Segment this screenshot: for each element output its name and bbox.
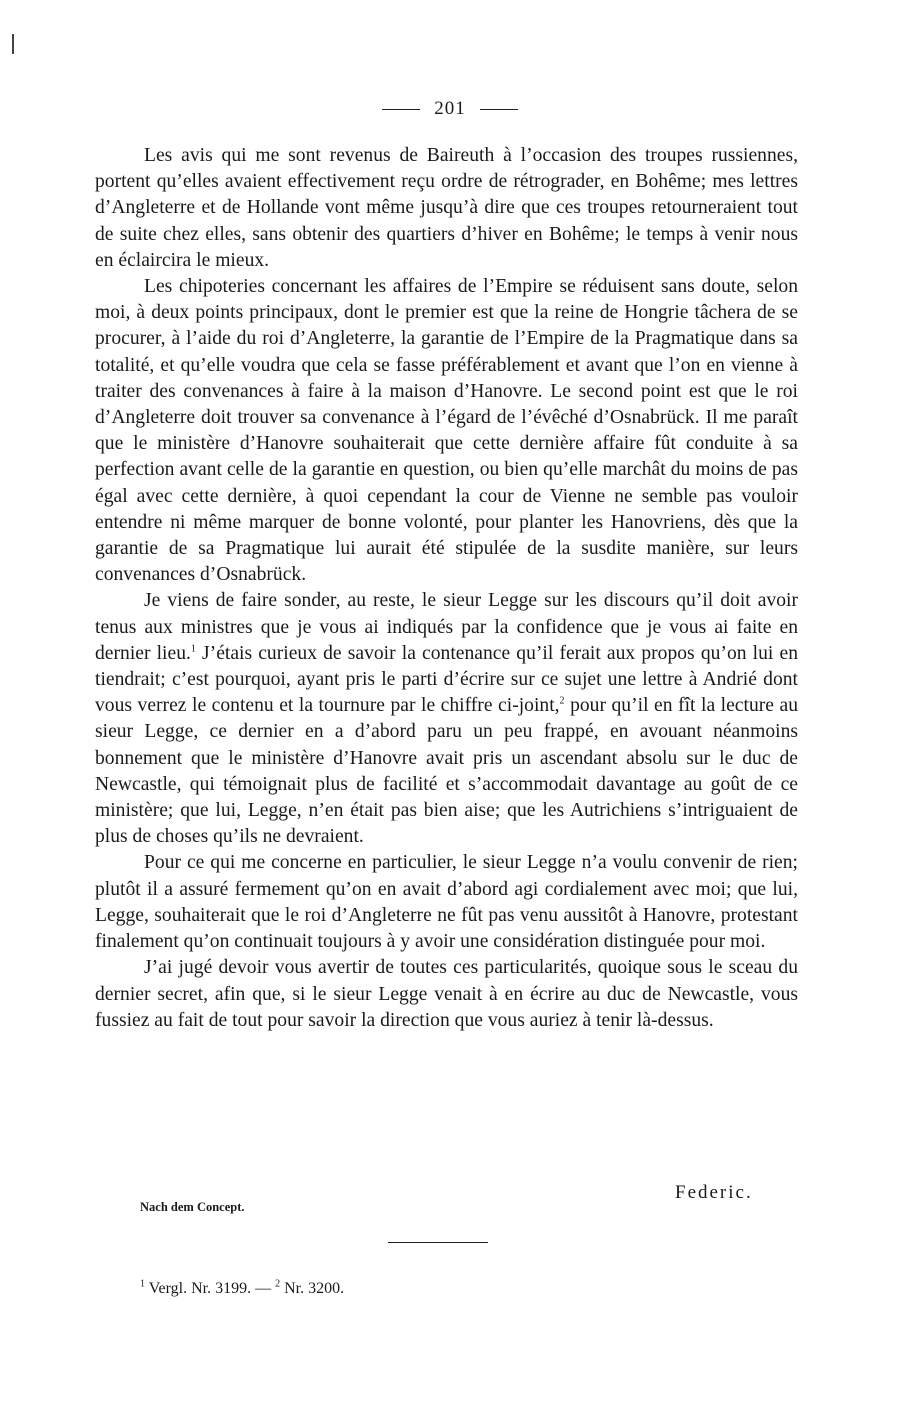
- paragraph-3-part-2: J’étais curieux de savoir la contenance qu’il ferait aux propos qu’on lui en tiendrait; c’est pourquoi, ayant pris le parti d’écrire sur ce sujet une lettre à Andrié dont vous verrez le contenu et la tournure par le chiffre ci-joint,: [95, 642, 798, 717]
- footnote-number-2: 2: [275, 1278, 281, 1290]
- paragraph-3-part-3: pour qu’il en fît la lecture au sieur Legge, ce dernier en a d’abord paru un peu frappé, en avouant néanmoins bonnement que le ministère d’Hanovre avait pris un ascendant absolu sur le duc de Newcastle, qui témoignait plus de facilité et s’accommodait davantage au goût de ce ministère; que lui, Legge, n’en était pas bien aise; que les Autrichiens s’intriguaient de plus de choses qu’ils ne devraient.: [95, 695, 798, 848]
- signature: Federic.: [675, 1182, 753, 1203]
- footnote-text-2: Nr. 3200.: [280, 1280, 345, 1297]
- paragraph-5: J’ai jugé devoir vous avertir de toutes ces particularités, quoique sous le sceau du dernier secret, afin que, si le sieur Legge venait à en écrire au duc de Newcastle, vous fussiez au fait de tout pour savoir la direction que vous auriez à tenir là-dessus.: [95, 957, 798, 1031]
- header-rule-left: [382, 109, 420, 110]
- footnote-number-1: 1: [140, 1278, 145, 1290]
- footnote-text-1: Vergl. Nr. 3199. —: [145, 1280, 276, 1297]
- letter-body: [95, 143, 798, 1034]
- footnote-ref-1: 1: [190, 643, 196, 655]
- paragraph-4: Pour ce qui me concerne en particulier, le sieur Legge n’a voulu convenir de rien; plutôt il a assuré fermement qu’on en avait d’abord agi cordialement avec moi; que lui, Legge, souhaiterait que le roi d’Angleterre ne fût pas venu aussitôt à Hanovre, protestant finalement qu’on continuait toujours à y avoir une considération distinguée pour moi.: [95, 852, 798, 953]
- page-number: 201: [434, 98, 466, 119]
- header-rule-right: [480, 109, 518, 110]
- margin-mark: [12, 34, 14, 54]
- source-note: Nach dem Concept.: [140, 1200, 245, 1214]
- footnote-divider: [388, 1242, 488, 1243]
- footnote-ref-2: 2: [559, 695, 565, 707]
- paragraph-3: [95, 588, 798, 850]
- paragraph-3-part-1: Je viens de faire sonder, au reste, le sieur Legge sur les discours qu’il doit avoir tenus aux ministres que je vous ai indiqués par la confidence que je vous ai faite en dernier lieu.: [95, 590, 798, 664]
- page-header: [0, 98, 900, 120]
- paragraph-1: Les avis qui me sont revenus de Baireuth à l’occasion des troupes russiennes, portent qu’elles avaient effectivement reçu ordre de rétrograder, en Bohême; mes lettres d’Angleterre et de Hollande vont même jusqu’à dire que ces troupes retourneraient tout de suite chez elles, sans obtenir des quartiers d’hiver en Bohême; le temps à venir nous en éclaircira le mieux.: [95, 145, 798, 271]
- paragraph-2: Les chipoteries concernant les affaires de l’Empire se réduisent sans doute, selon moi, à deux points principaux, dont le premier est que la reine de Hongrie tâchera de se procurer, à l’aide du roi d’Angleterre, la garantie de l’Empire de la Pragmatique dans sa totalité, et qu’elle voudra que cela se fasse préférablement et avant que l’on en vienne à traiter des convenances à faire à la maison d’Hanovre. Le second point est que le roi d’Angleterre doit trouver sa convenance à l’égard de l’évêché d’Osnabrück. Il me paraît que le ministère d’Hanovre souhaiterait que cette dernière affaire fût conduite à sa perfection avant celle de la garantie en question, ou bien qu’elle marchât du moins de pas égal avec cette dernière, à quoi cependant la cour de Vienne ne semble pas vouloir entendre ni même marquer de bonne volonté, pour planter les Hanovriens, dès que la garantie de sa Pragmatique lui aurait été stipulée de la susdite manière, sur leurs convenances d’Osnabrück.: [95, 276, 798, 586]
- footnotes: [140, 1280, 344, 1298]
